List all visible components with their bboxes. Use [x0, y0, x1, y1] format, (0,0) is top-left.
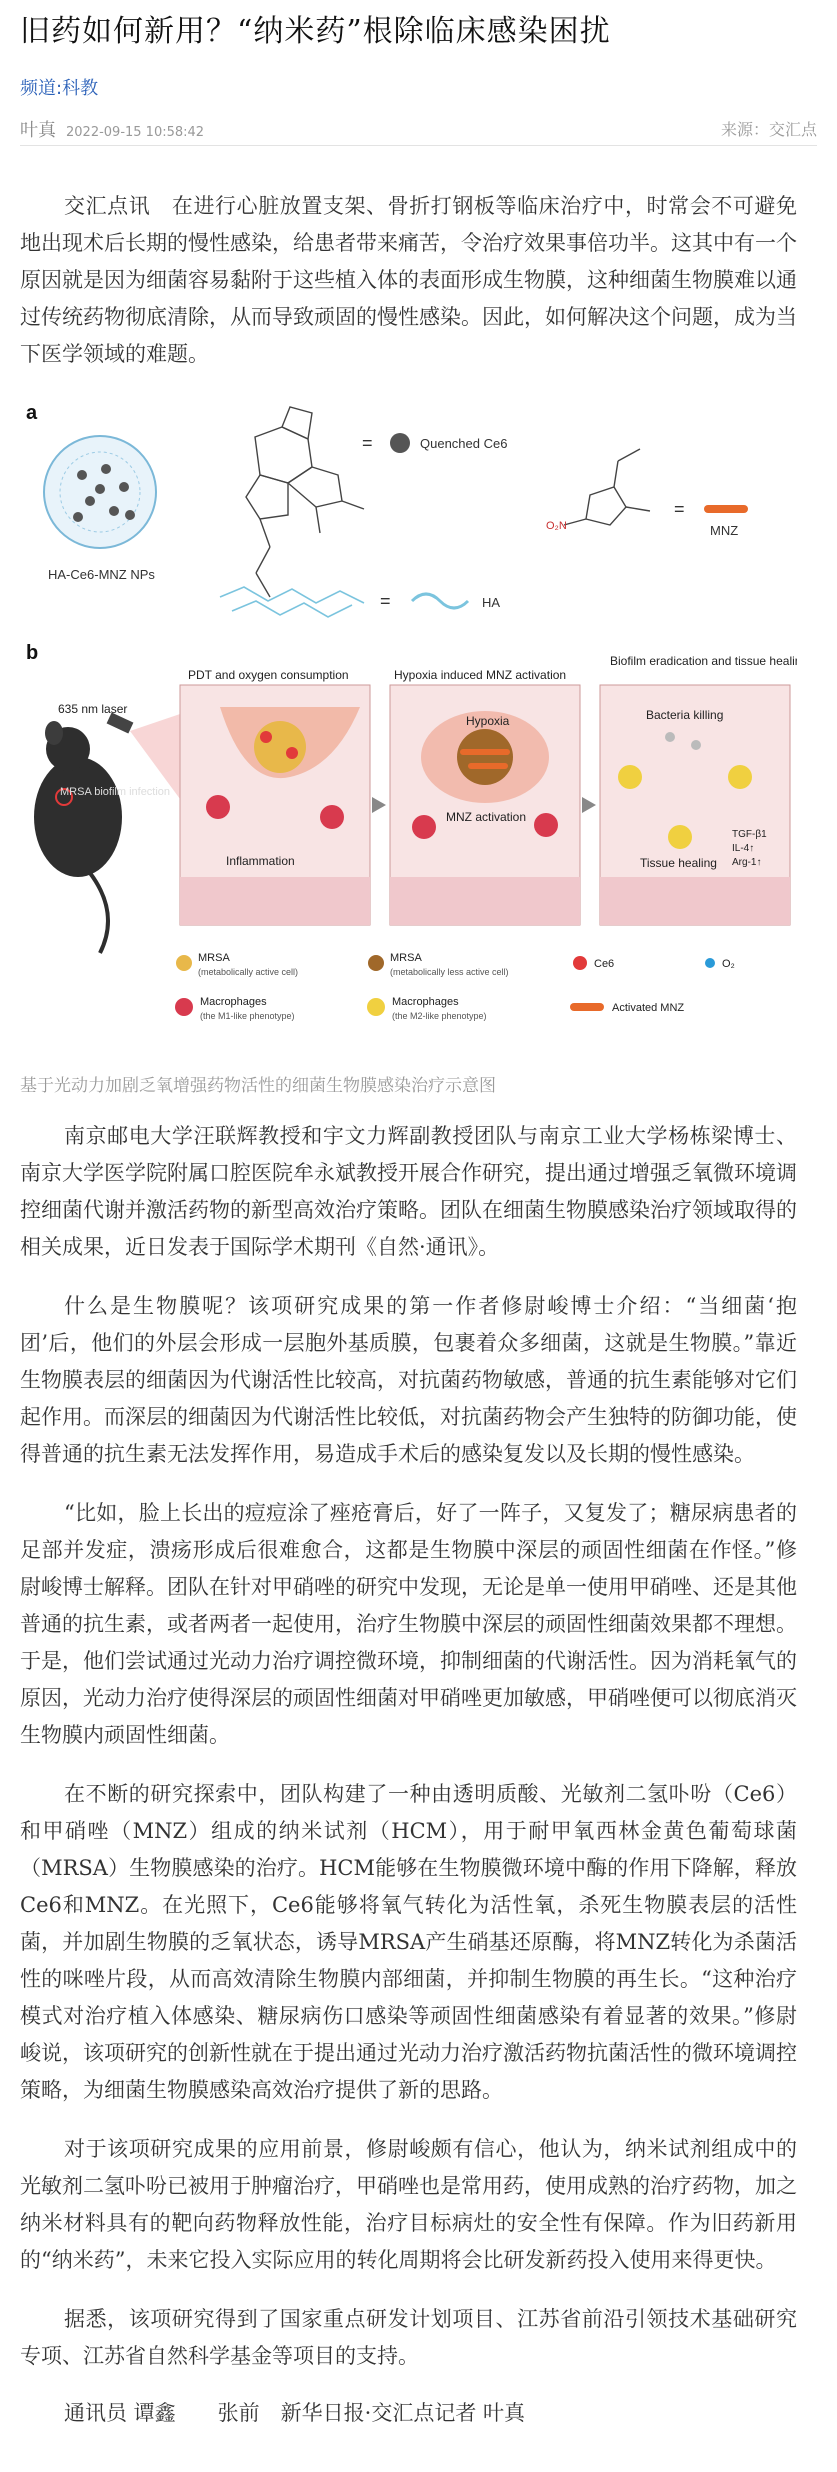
legend-m1: Macrophages: [200, 996, 267, 1008]
figure-illustration: [20, 397, 797, 1057]
legend-activated-mnz: Activated MNZ: [612, 1002, 685, 1014]
panel-a-label: a: [26, 402, 38, 424]
legend-mrsa-active-sub: (metabolically active cell): [198, 967, 299, 977]
equals-sign-2: =: [674, 499, 685, 519]
marker-3: Arg-1↑: [732, 857, 762, 868]
arrow-icon: [582, 797, 596, 813]
publish-time: 2022-09-15 10:58:42: [66, 124, 205, 140]
paragraph-5: 在不断的研究探索中，团队构建了一种由透明质酸、光敏剂二氢卟吩（Ce6）和甲硝唑（MNZ）组成的纳米试剂（HCM），用于耐甲氧西林金黄色葡萄球菌（MRSA）生物膜感染的治疗。HCM能够在生物膜微环境中酶的作用下降解，释放Ce6和MNZ。在光照下，Ce6能够将氧气转化为活性氧，杀死生物膜表层的活性菌，并加剧生物膜的乏氧状态，诱导MRSA产生硝基还原酶，将MNZ转化为杀菌活性的咪唑片段，从而高效清除生物膜内部细菌，并抑制生物膜的再生长。“这种治疗模式对治疗植入体感染、糖尿病伤口感染等顽固性细菌感染有着显著的效果。”修尉峻说，该项研究的创新性就在于提出通过光动力治疗激活药物抗菌活性的微环境调控策略，为细菌生物膜感染高效治疗提供了新的思路。: [20, 1782, 797, 2102]
mouse-icon: [34, 721, 122, 953]
paragraph-4: “比如，脸上长出的痘痘涂了痤疮膏后，好了一阵子，又复发了；糖尿病患者的足部并发症，溃疡形成后很难愈合，这都是生物膜中深层的顽固性细菌在作怪。”修尉峻博士解释。团队在针对甲硝唑的研究中发现，无论是单一使用甲硝唑、还是其他普通的抗生素，或者两者一起使用，治疗生物膜中深层的顽固性细菌效果都不理想。于是，他们尝试通过光动力治疗调控微环境，抑制细菌的代谢活性。因为消耗氧气的原因，光动力治疗使得深层的顽固性细菌对甲硝唑更加敏感，甲硝唑便可以彻底消灭生物膜内顽固性细菌。: [20, 1501, 797, 1747]
ce6-molecule-icon: [246, 407, 364, 597]
figure: [20, 397, 797, 1096]
equals-sign-1: =: [362, 433, 373, 453]
nanoparticle-icon: [44, 436, 156, 548]
channel-link[interactable]: 科教: [62, 78, 99, 99]
channel-label: 频道:: [20, 78, 63, 99]
paragraph-6: 对于该项研究成果的应用前景，修尉峻颇有信心，他认为，纳米试剂组成中的光敏剂二氢卟吩已被用于肿瘤治疗，甲硝唑也是常用药，使用成熟的治疗药物，加之纳米材料具有的靶向药物释放性能，治疗目标病灶的安全性有保障。作为旧药新用的“纳米药”，未来它投入实际应用的转化周期将会比研发新药投入使用来得更快。: [20, 2137, 797, 2272]
legend-swatch-mnz: [570, 1003, 604, 1011]
legend-swatch-mrsa-active: [176, 955, 192, 971]
stage-3-title: Biofilm eradication and tissue healing: [610, 654, 797, 668]
legend-swatch-m2: [367, 998, 385, 1016]
article-credits: 通讯员 谭鑫 张前 新华日报·交汇点记者 叶真: [64, 2401, 526, 2425]
quenched-ce6-dot: [390, 433, 410, 453]
channel-info: [20, 74, 817, 100]
svg-text:O₂N: O₂N: [546, 520, 567, 532]
panel-b-label: b: [26, 642, 39, 664]
legend-swatch-ce6: [573, 956, 587, 970]
np-label: HA-Ce6-MNZ NPs: [48, 567, 155, 582]
stage-1-panel: [180, 685, 370, 925]
mnz-bar-icon: [704, 505, 748, 513]
legend-m2-sub: (the M2-like phenotype): [392, 1011, 487, 1021]
hypoxia-label: Hypoxia: [466, 714, 510, 728]
legend-o2: O₂: [722, 958, 735, 970]
laser-label: 635 nm laser: [58, 702, 128, 716]
inflammation-label: Inflammation: [226, 854, 295, 868]
ha-chain-icon: [220, 587, 364, 617]
ha-label: HA: [482, 595, 501, 610]
legend-swatch-mrsa-less: [368, 955, 384, 971]
tissue-healing-label: Tissue healing: [640, 856, 717, 870]
stage-1-title: PDT and oxygen consumption: [188, 668, 349, 682]
mnz-activation-label: MNZ activation: [446, 810, 527, 824]
legend-ce6: Ce6: [594, 958, 615, 970]
equals-sign-3: =: [380, 591, 391, 611]
legend: [175, 952, 735, 1021]
source-label: 来源：交汇点: [720, 120, 817, 139]
legend-m1-sub: (the M1-like phenotype): [200, 1011, 295, 1021]
legend-mrsa-less: MRSA: [390, 952, 422, 964]
paragraph-1: 交汇点讯 在进行心脏放置支架、骨折打钢板等临床治疗中，时常会不可避免地出现术后长期的慢性感染，给患者带来痛苦，令治疗效果事倍功半。这其中有一个原因就是因为细菌容易黏附于这些植入体的表面形成生物膜，这种细菌生物膜难以通过传统药物彻底清除，从而导致顽固的慢性感染。因此，如何解决这个问题，成为当下医学领域的难题。: [20, 194, 797, 366]
article-title: 旧药如何新用？“纳米药”根除临床感染困扰: [20, 14, 611, 49]
legend-swatch-o2: [705, 958, 715, 968]
bacteria-killing-label: Bacteria killing: [646, 708, 724, 722]
article-content: [0, 188, 837, 2432]
quenched-ce6-label: Quenched Ce6: [420, 436, 508, 451]
stage-2-title: Hypoxia induced MNZ activation: [394, 668, 567, 682]
paragraph-2: 南京邮电大学汪联辉教授和宇文力辉副教授团队与南京工业大学杨栋梁博士、南京大学医学院附属口腔医院牟永斌教授开展合作研究，提出通过增强乏氧微环境调控细菌代谢并激活药物的新型高效治疗策略。团队在细菌生物膜感染治疗领域取得的相关成果，近日发表于国际学术期刊《自然·通讯》。: [20, 1124, 797, 1259]
arrow-icon: [372, 797, 386, 813]
legend-swatch-m1: [175, 998, 193, 1016]
mnz-label: MNZ: [710, 523, 739, 538]
paragraph-3: 什么是生物膜呢？该项研究成果的第一作者修尉峻博士介绍：“当细菌‘抱团’后，他们的外层会形成一层胞外基质膜，包裹着众多细菌，这就是生物膜。”靠近生物膜表层的细菌因为代谢活性比较高，对抗菌药物敏感，普通的抗生素能够对它们起作用。而深层的细菌因为代谢活性比较低，对抗菌药物会产生独特的防御功能，使得普通的抗生素无法发挥作用，易造成手术后的感染复发以及长期的慢性感染。: [20, 1294, 797, 1466]
marker-2: IL-4↑: [732, 843, 755, 854]
marker-1: TGF-β1: [732, 829, 767, 840]
legend-mrsa-less-sub: (metabolically less active cell): [390, 967, 509, 977]
article-meta: [20, 112, 817, 146]
author-name: 叶真: [20, 119, 56, 141]
legend-m2: Macrophages: [392, 996, 459, 1008]
legend-mrsa-active: MRSA: [198, 952, 230, 964]
figure-caption: 基于光动力加剧乏氧增强药物活性的细菌生物膜感染治疗示意图: [20, 1076, 496, 1096]
ha-wave-icon: [412, 594, 468, 608]
mnz-molecule-icon: [564, 449, 650, 525]
paragraph-7: 据悉，该项研究得到了国家重点研发计划项目、江苏省前沿引领技术基础研究专项、江苏省自然科学基金等项目的支持。: [20, 2307, 797, 2368]
mrsa-infection-label: MRSA biofilm infection: [60, 786, 171, 798]
